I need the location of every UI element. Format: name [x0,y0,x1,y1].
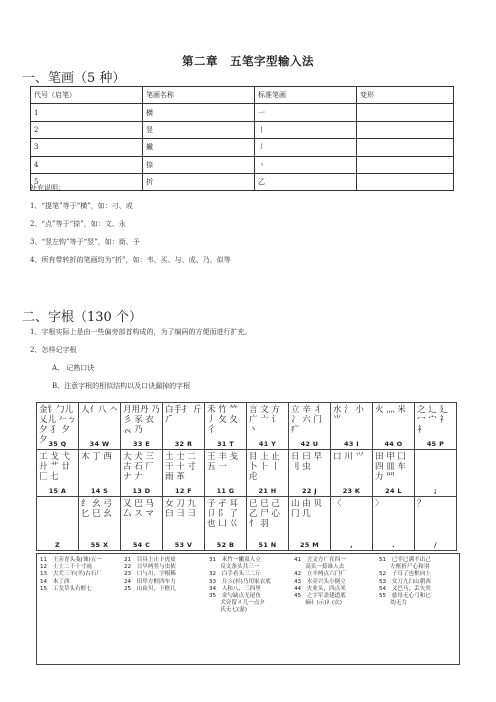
key-code: 35 Q [48,440,67,448]
root-keyboard-table [36,402,460,665]
key-row [36,402,460,449]
key-cell [330,449,373,497]
cell: 乙 [255,173,357,190]
verse-column [40,557,102,593]
cell: 竖 [143,121,255,138]
key-cell [246,402,289,450]
key-roots: 又 巴 马 厶 ス マ [123,499,154,519]
key-code: 11 G [216,487,235,495]
key-code: 13 D [132,487,151,495]
key-code: / [434,541,437,549]
section2-item: 1、字根实际上是由一些偏旁部首构成的，为了编码的方便而进行扩充。 [30,328,252,336]
cell: 撇 [143,139,255,156]
section1-heading: 一、笔画（5 种） [22,71,126,86]
key-cell [330,402,373,450]
table-row [31,156,454,173]
verse-line: 15 工戈草头右框七 [40,585,92,592]
cell: 丨 [255,121,357,138]
header-code: 代号（启笔） [31,87,143,104]
verse-line: 22 日早两竖与虫依 [124,564,176,571]
section2-item: 2、怎样记字根 [30,346,77,354]
verse-line: 31 禾竹一撇双人立 [209,557,261,563]
verse-line: 氏无七(妻) [209,607,247,614]
key-roots: 人亻八 𠆢 [81,405,118,415]
cell: 1 [31,104,143,121]
note-item: 2、“点”等于“捺”，如：文、永 [30,220,126,228]
verse-line: 14 木丁西 [40,578,70,585]
key-code: 44 O [384,440,403,448]
verse-line: 犬旁留㐅儿一点夕 [209,600,265,607]
key-roots: 月用丹 乃 彡 豕 衣 𧘇 乃 [123,405,160,435]
verse-line: 23 口与川，字根稀 [124,571,176,578]
key-roots: 工 戈 弋 廾 艹 廿 匚 七 [39,452,70,482]
key-cell [288,449,331,497]
key-cell [414,402,457,450]
verse-line: 41 言文方广在四一 [294,557,346,563]
verse-line: 33 月彡(衫)乃用家衣底 [209,578,271,585]
key-code: 21 H [258,487,277,495]
key-roots: 立 辛 丬 冫 六 门 疒 [291,405,322,435]
key-cell [36,402,79,450]
key-cell [162,496,205,551]
key-code: 12 F [175,487,192,495]
header-variant: 变形 [357,87,454,104]
cell [357,173,454,190]
key-cell [372,449,415,497]
note-item: 1、“提笔”等于“横”，如：刁、或 [30,202,133,210]
verse-line: 35 金勺缺点无尾鱼 [209,593,261,600]
verse-line: 左框折尸心和羽 [379,564,430,571]
verse-line: 51 已半巳满不出己 [379,557,431,563]
verse-line: 反文条头共三一 [209,564,260,571]
cell: 5 [31,173,143,190]
cell: 3 [31,139,143,156]
verse-line: 11 王旁青头戋(兼)五一 [40,557,102,563]
verse-line: 摘礻(示)衤(衣) [294,600,342,607]
verse-column [124,557,176,593]
key-roots: 纟 幺 弓 匕 巳 幺 [81,499,112,519]
cell [357,104,454,121]
key-row [36,449,460,496]
key-cell [204,496,247,551]
key-roots: 王 丰 戋 五 一 [207,452,238,472]
cell: 一 [255,104,357,121]
verse-line: 32 白手看头三二斤 [209,571,261,578]
verse-line: 54 又巴马，丢矢矣 [379,585,431,592]
table-row [31,121,454,138]
key-roots: 土 士 二 干 十 寸 雨 革 [165,452,196,482]
cell [357,156,454,173]
key-code: 45 P [426,440,445,448]
key-roots: 田 甲 囗 四 皿 车 力 罒 [375,452,406,482]
verse-line: 45 之字军盖建道底 [294,593,346,600]
key-code: 54 C [132,541,151,549]
key-code: 14 S [90,487,109,495]
notes-title: 补充说明： [30,184,65,192]
table-row [31,139,454,156]
key-cell [246,449,289,497]
key-code: 23 K [342,487,361,495]
key-row [36,496,460,550]
key-code: 41 Y [258,440,277,448]
key-code: 52 B [216,541,235,549]
key-roots: 山 由 贝 冂 几 [291,499,322,519]
cell: 捺 [143,156,255,173]
key-code: 51 N [258,541,277,549]
key-code: 53 V [174,541,193,549]
header-name: 笔画名称 [143,87,255,104]
key-cell [78,496,121,551]
key-roots: 日 曰 早 刂 虫 [291,452,322,472]
key-roots: ？ [417,499,426,509]
verse-line: 21 目具上止卜虎皮 [124,557,176,563]
key-cell [204,449,247,497]
key-roots: 〈 [333,499,342,509]
verse-line: 24 田甲方框四车力 [124,578,176,585]
key-cell [372,402,415,450]
key-roots: 子 孑 耳 卩 阝 了 也 凵 巜 [207,499,238,529]
key-code: 24 L [385,487,402,495]
key-code: 42 U [300,440,319,448]
key-code: Z [54,541,60,549]
verse-line: 55 慈母无心弓和匕 [379,593,431,600]
stroke-table [30,86,454,191]
key-code: ; [434,487,437,495]
verse-line: 34 人和八，三四里 [209,585,261,592]
verse-column [379,557,431,607]
verse-line: 52 子耳了也框向上 [379,571,431,578]
key-roots: 已 巳 己 乙 尸 心 忄 羽 [249,499,280,529]
table-row [31,173,454,190]
key-cell [120,402,163,450]
key-cell [288,402,331,450]
section2-heading: 二、字根（130 个） [22,310,142,325]
cell: 2 [31,121,143,138]
note-item: 4、所有带转折的笔画均为“折”，如：韦、买、与、成、乃、似等 [30,256,231,264]
cell: 折 [143,173,255,190]
key-roots: 火 灬 米 [375,405,406,415]
key-code: , [350,541,353,549]
note-item: 3、“竖左钩”等于“竖”，如：街、予 [30,238,140,246]
cell: 4 [31,156,143,173]
verse-line: 13 大犬三羊(羊)古石厂 [40,571,102,578]
key-roots: 目 上 止 卜 ⺊ 丨 虍 [249,452,280,482]
key-cell [414,496,457,551]
key-cell [78,449,121,497]
cell: 丶 [255,156,357,173]
key-cell [120,449,163,497]
verse-line: 53 女刀九臼山朝西 [379,578,431,585]
key-code: . [392,541,395,549]
verse-line: 高头一捺谁人去 [294,564,345,571]
cell [357,121,454,138]
key-code: 22 J [302,487,317,495]
verse-box [36,553,460,665]
key-roots: 金钅勹儿 乂儿 𠂉ㄅ夕 犭 夕 夕 [39,405,76,445]
key-cell [288,496,331,551]
verse-line: 12 土士二干十寸雨 [40,564,92,571]
section2-item: A、 记熟口诀 [52,364,95,372]
key-cell [246,496,289,551]
verse-column [209,557,271,615]
key-roots: 女 刀 九 臼 彐 ⺕ [165,499,196,519]
key-code: 32 R [174,440,193,448]
root-grid [36,402,460,550]
key-roots: 白手扌 斤 ⺁ [165,405,202,425]
key-roots: 禾 竹 𥫗 丿 攵 夂 彳 [207,405,238,435]
key-code: 15 A [48,487,67,495]
key-code: 55 X [90,541,109,549]
verse-line: 44 火业头，四点米 [294,585,346,592]
cell: 横 [143,104,255,121]
table-row [31,104,454,121]
key-cell [414,449,457,497]
section2-item: B、注意字根的相似结构以及口诀漏掉的字根 [52,382,191,390]
key-code: 34 W [89,440,110,448]
key-roots: 大 犬 三 古 石 厂 ナ 𠂇 [123,452,154,482]
key-cell [204,402,247,450]
key-roots: 言 文 方 广 亠 讠 丶 [249,405,280,435]
key-roots: 木 丁 西 [81,452,112,462]
key-roots: 口 川 ⺍ [333,452,364,462]
verse-column [294,557,346,607]
key-cell [372,496,415,551]
key-cell [120,496,163,551]
key-cell [36,449,79,497]
key-roots: 水 氵 小 ⺌ [333,405,364,425]
table-header-row [31,87,454,104]
chapter-title: 第二章 五笔字型输入法 [182,54,314,68]
key-roots: 之 辶 廴 冖 宀 礻 衤 [417,405,448,435]
key-code: 31 T [217,440,234,448]
key-cell [162,402,205,450]
key-roots: 〉 [375,499,384,509]
key-cell [36,496,79,551]
verse-line: 43 水旁兴头小倒立 [294,578,346,585]
key-code: 33 E [133,440,150,448]
verse-line: 42 立辛两点六门疒 [294,571,346,578]
verse-line: 25 山由贝，下框几 [124,585,176,592]
cell: 丿 [255,139,357,156]
header-standard: 标准笔画 [255,87,357,104]
key-cell [162,449,205,497]
cell [357,139,454,156]
verse-line: 幼无力 [379,600,407,607]
key-code: 43 I [344,440,359,448]
key-code: 25 M [300,541,319,549]
key-cell [330,496,373,551]
key-cell [78,402,121,450]
